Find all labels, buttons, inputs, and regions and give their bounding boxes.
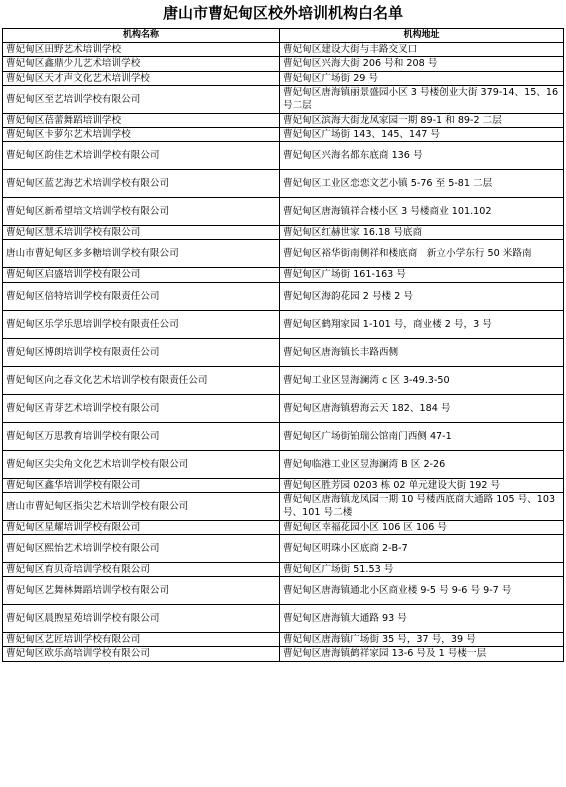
institution-name-cell: 曹妃甸区慧禾培训学校有限公司 [3,226,280,240]
institution-address-cell: 曹妃甸区唐海镇碧海云天 182、184 号 [280,394,564,422]
institution-address-cell: 曹妃甸区鹤翔家园 1-101 号，商业楼 2 号，3 号 [280,310,564,338]
institution-name-cell: 曹妃甸区博朗培训学校有限责任公司 [3,338,280,366]
institution-name-cell: 曹妃甸区新希望培文培训学校有限公司 [3,198,280,226]
table-row [3,240,564,268]
institution-address-cell: 曹妃甸区唐海镇龙凤园一期 10 号楼西底商大通路 105 号、103 号、101 号二楼 [280,492,564,520]
table-row [3,170,564,198]
institution-name-cell: 曹妃甸区万思教育培训学校有限公司 [3,422,280,450]
institution-address-cell: 曹妃甸区广场街 143、145、147 号 [280,128,564,142]
institution-address-cell: 曹妃甸区工业区恋恋文艺小镇 5-76 至 5-81 二层 [280,170,564,198]
table-row [3,43,564,57]
institution-address-cell: 曹妃甸区唐海镇大通路 93 号 [280,605,564,633]
table-header-row [3,29,564,43]
table-row [3,633,564,647]
institution-name-cell: 曹妃甸区倍特培训学校有限责任公司 [3,282,280,310]
table-row [3,478,564,492]
table-row [3,310,564,338]
table-row [3,128,564,142]
institution-name-cell: 唐山市曹妃甸区指尖艺术培训学校有限公司 [3,492,280,520]
table-row [3,85,564,113]
institution-name-cell: 曹妃甸区鑫华培训学校有限公司 [3,478,280,492]
table-row [3,422,564,450]
institution-address-cell: 曹妃甸区唐海镇祥合楼小区 3 号楼商业 101.102 [280,198,564,226]
institution-name-cell: 曹妃甸区卡萝尔艺术培训学校 [3,128,280,142]
table-row [3,450,564,478]
institution-address-cell: 曹妃甸区兴海名都东底商 136 号 [280,142,564,170]
institution-name-cell: 唐山市曹妃甸区多多糖培训学校有限公司 [3,240,280,268]
institution-name-cell: 曹妃甸区韵佳艺术培训学校有限公司 [3,142,280,170]
column-header-address: 机构地址 [280,29,564,43]
institution-address-cell: 曹妃甸区明珠小区底商 2-B-7 [280,535,564,563]
table-row [3,71,564,85]
institution-address-cell: 曹妃甸区胜芳园 0203 栋 02 单元建设大街 192 号 [280,478,564,492]
institution-address-cell: 曹妃甸区滨海大街龙凤家园一期 89-1 和 89-2 二层 [280,113,564,127]
institution-name-cell: 曹妃甸区启盛培训学校有限公司 [3,268,280,282]
institution-address-cell: 曹妃甸区裕华街南侧祥和楼底商 新立小学东行 50 米路南 [280,240,564,268]
institution-address-cell: 曹妃甸区广场街 161-163 号 [280,268,564,282]
table-row [3,535,564,563]
institution-name-cell: 曹妃甸区乐学乐思培训学校有限责任公司 [3,310,280,338]
table-row [3,57,564,71]
institution-name-cell: 曹妃甸区艺舞林舞蹈培训学校有限公司 [3,577,280,605]
table-row [3,282,564,310]
institution-address-cell: 曹妃甸区红赫世家 16.18 号底商 [280,226,564,240]
institution-address-cell: 曹妃甸区唐海镇丽景盛园小区 3 号楼创业大街 379-14、15、16 号二层 [280,85,564,113]
institution-name-cell: 曹妃甸区尖尖角文化艺术培训学校有限公司 [3,450,280,478]
table-row [3,198,564,226]
institution-address-cell: 曹妃甸区兴海大街 206 号和 208 号 [280,57,564,71]
institution-name-cell: 曹妃甸区向之春文化艺术培训学校有限责任公司 [3,366,280,394]
institution-address-cell: 曹妃甸区唐海镇广场街 35 号，37 号，39 号 [280,633,564,647]
table-row [3,142,564,170]
institution-address-cell: 曹妃甸区唐海镇鹤祥家园 13-6 号及 1 号楼一层 [280,647,564,661]
page-title: 唐山市曹妃甸区校外培训机构白名单 [162,4,403,22]
institution-address-cell: 曹妃甸工业区昱海澜湾 c 区 3-49.3-50 [280,366,564,394]
institution-address-cell: 曹妃甸区广场街 29 号 [280,71,564,85]
institution-name-cell: 曹妃甸区天才声文化艺术培训学校 [3,71,280,85]
institution-name-cell: 曹妃甸区蓓蕾舞蹈培训学校 [3,113,280,127]
institution-name-cell: 曹妃甸区青芽艺术培训学校有限公司 [3,394,280,422]
institution-name-cell: 曹妃甸区至艺培训学校有限公司 [3,85,280,113]
institution-address-cell: 曹妃甸区幸福花园小区 106 区 106 号 [280,520,564,534]
institution-name-cell: 曹妃甸区星耀培训学校有限公司 [3,520,280,534]
institution-name-cell: 曹妃甸区田野艺术培训学校 [3,43,280,57]
institution-address-cell: 曹妃甸区唐海镇长丰路西侧 [280,338,564,366]
table-row [3,113,564,127]
institution-name-cell: 曹妃甸区欧乐高培训学校有限公司 [3,647,280,661]
institution-address-cell: 曹妃甸临港工业区昱海澜湾 B 区 2-26 [280,450,564,478]
table-row [3,366,564,394]
table-row [3,563,564,577]
institution-name-cell: 曹妃甸区鑫鼎少儿艺术培训学校 [3,57,280,71]
institution-address-cell: 曹妃甸区唐海镇通北小区商业楼 9-5 号 9-6 号 9-7 号 [280,577,564,605]
table-row [3,268,564,282]
institution-name-cell: 曹妃甸区艺匠培训学校有限公司 [3,633,280,647]
table-row [3,520,564,534]
institution-name-cell: 曹妃甸区育贝奇培训学校有限公司 [3,563,280,577]
institution-address-cell: 曹妃甸区建设大街与丰路交叉口 [280,43,564,57]
table-row [3,226,564,240]
table-row [3,394,564,422]
institution-address-cell: 曹妃甸区广场街 51.53 号 [280,563,564,577]
table-row [3,492,564,520]
whitelist-table [2,28,564,662]
column-header-name: 机构名称 [3,29,280,43]
table-row [3,605,564,633]
institution-name-cell: 曹妃甸区晨煦星苑培训学校有限公司 [3,605,280,633]
institution-address-cell: 曹妃甸区海韵花园 2 号楼 2 号 [280,282,564,310]
institution-address-cell: 曹妃甸区广场街铂瑞公馆南门西侧 47-1 [280,422,564,450]
table-row [3,577,564,605]
institution-name-cell: 曹妃甸区熙怡艺术培训学校有限公司 [3,535,280,563]
table-row [3,647,564,661]
table-row [3,338,564,366]
institution-name-cell: 曹妃甸区蓝艺海艺术培训学校有限公司 [3,170,280,198]
